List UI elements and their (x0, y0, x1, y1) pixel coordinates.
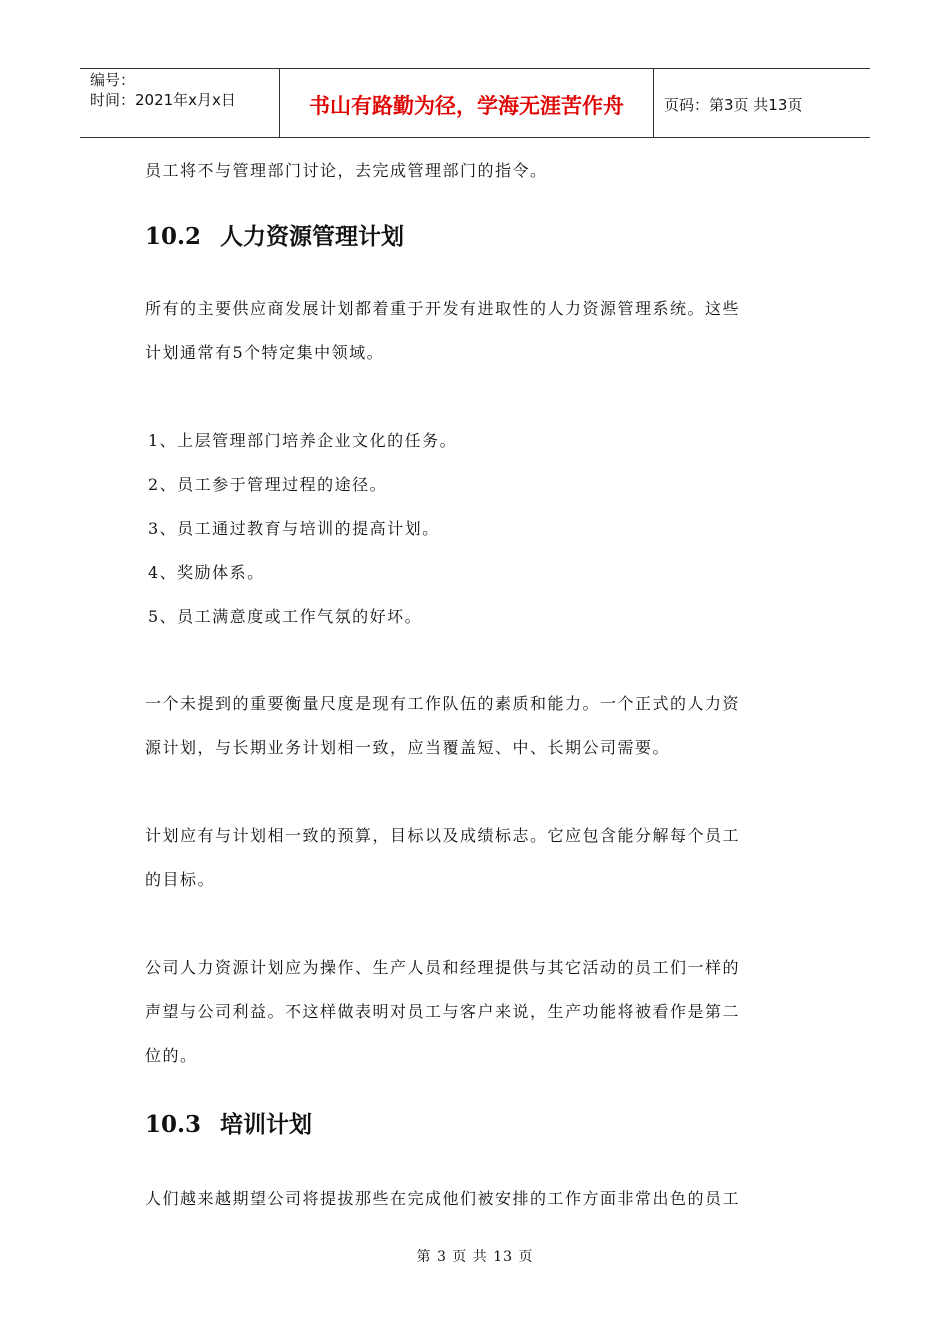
section-heading-10-3 (145, 1106, 312, 1139)
list-item: 3、员工通过教育与培训的提高计划。 (148, 519, 440, 538)
header-page-info: 页码：第3页 共13页 (664, 95, 803, 114)
paragraph-line: 计划通常有5个特定集中领域。 (145, 343, 385, 362)
page-header (80, 68, 870, 138)
header-motto: 书山有路勤为径，学海无涯苦作舟 (280, 69, 654, 137)
section-number: 10.3 (145, 1111, 202, 1138)
intro-line: 员工将不与管理部门讨论，去完成管理部门的指令。 (145, 161, 548, 180)
paragraph-line: 人们越来越期望公司将提拔那些在完成他们被安排的工作方面非常出色的员工 (145, 1189, 741, 1208)
section-number: 10.2 (145, 223, 202, 250)
list-item: 2、员工参于管理过程的途径。 (148, 475, 388, 494)
list-item: 4、奖励体系。 (148, 563, 265, 582)
paragraph-line: 一个未提到的重要衡量尺度是现有工作队伍的素质和能力。一个正式的人力资 (145, 694, 741, 713)
paragraph-line: 位的。 (145, 1046, 198, 1065)
paragraph-line: 的目标。 (145, 870, 216, 889)
document-code-label: 编号： (90, 71, 136, 89)
paragraph-line: 源计划，与长期业务计划相一致，应当覆盖短、中、长期公司需要。 (145, 738, 671, 757)
paragraph-line: 计划应有与计划相一致的预算，目标以及成绩标志。它应包含能分解每个员工 (145, 826, 741, 845)
header-meta (80, 69, 280, 137)
list-item: 5、员工满意度或工作气氛的好坏。 (148, 607, 423, 626)
paragraph-line: 所有的主要供应商发展计划都着重于开发有进取性的人力资源管理系统。这些 (145, 299, 741, 318)
paragraph-line: 声望与公司利益。不这样做表明对员工与客户来说，生产功能将被看作是第二 (145, 1002, 741, 1021)
list-item: 1、上层管理部门培养企业文化的任务。 (148, 431, 458, 450)
section-title: 培训计划 (220, 1111, 312, 1138)
page-footer: 第 3 页 共 13 页 (416, 1249, 534, 1265)
document-date: 时间：2021年x月x日 (90, 91, 236, 109)
section-heading-10-2 (145, 218, 404, 251)
paragraph-line: 公司人力资源计划应为操作、生产人员和经理提供与其它活动的员工们一样的 (145, 958, 741, 977)
section-title: 人力资源管理计划 (220, 223, 404, 250)
